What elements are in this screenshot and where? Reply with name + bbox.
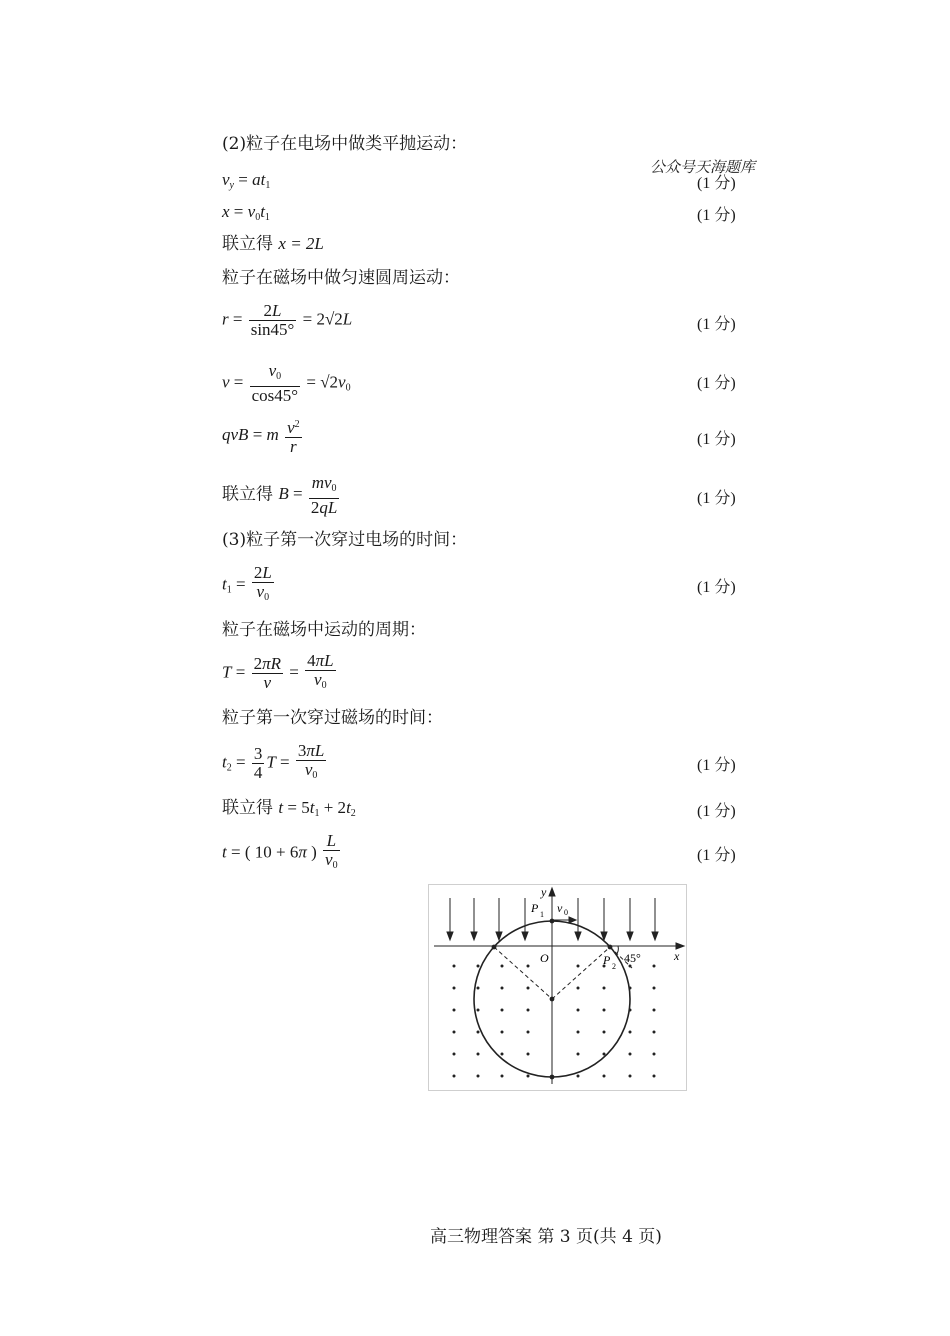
label-p2: P [603, 953, 611, 967]
score-t1: (1 分) [697, 579, 736, 596]
mag-time-heading: 粒子第一次穿过磁场的时间： [222, 708, 443, 728]
score-r: (1 分) [697, 316, 736, 333]
label-p1: P [531, 901, 539, 915]
equation-qvb: qvB = m $\frac{v^2}{r}$ [222, 418, 300, 456]
label-p2-sub: 2 [612, 962, 616, 971]
label-v0-sub: 0 [564, 908, 568, 917]
result-b: 联立得 B = $\frac{mv_0}{2qL}$ [222, 473, 338, 517]
equation-period: T = $\frac{2\pi R}{v}$ = $\frac{4\pi L}{v_0}$ [222, 651, 334, 692]
equation-x: $x = v_0t_1$ [222, 202, 270, 223]
label-p1-sub: 1 [540, 910, 544, 919]
equation-v: v = $\frac{v_0}{\cos 45^\circ}$ = $√2v_0$ [222, 361, 351, 405]
score-t: (1 分) [697, 803, 736, 820]
equation-vy: $v_y = at_1$ [222, 170, 271, 191]
physics-figure [428, 884, 688, 1092]
part2-heading: (2)粒子在电场中做类平抛运动： [222, 134, 468, 154]
score-x: (1 分) [697, 207, 736, 224]
part3-heading: (3)粒子第一次穿过电场的时间： [222, 530, 468, 550]
page-footer: 高三物理答案 第 3 页(共 4 页) [430, 1227, 662, 1247]
equation-t2: $t_2$ = $\frac{3}{4}$ T = $\frac{3\pi L}{v_0}$ [222, 741, 325, 782]
label-v0: v [557, 901, 563, 915]
label-x: x [674, 949, 680, 963]
result-x: 联立得 x = 2L [222, 234, 324, 254]
score-t-final: (1 分) [697, 847, 736, 864]
score-t2: (1 分) [697, 757, 736, 774]
magnetic-heading: 粒子在磁场中做匀速圆周运动： [222, 268, 460, 288]
score-vy: (1 分) [697, 175, 736, 192]
label-origin: O [540, 951, 549, 965]
label-y: y [541, 885, 547, 899]
result-t: 联立得 $t = 5t_1 + 2t_2$ [222, 798, 356, 819]
equation-t1: $t_1$ = $\frac{2L}{v_0}$ [222, 563, 272, 603]
score-qvb: (1 分) [697, 431, 736, 448]
score-b: (1 分) [697, 490, 736, 507]
score-v: (1 分) [697, 375, 736, 392]
label-angle: 45° [624, 951, 641, 965]
equation-r: r = $\frac{2L}{\sin 45^\circ}$ = 2√2L [222, 301, 353, 339]
watermark: 公众号天海题库 [650, 158, 756, 176]
period-heading: 粒子在磁场中运动的周期： [222, 620, 426, 640]
equation-t-final: t = ( 10 + 6π ) $\frac{L}{v_0}$ [222, 831, 338, 871]
